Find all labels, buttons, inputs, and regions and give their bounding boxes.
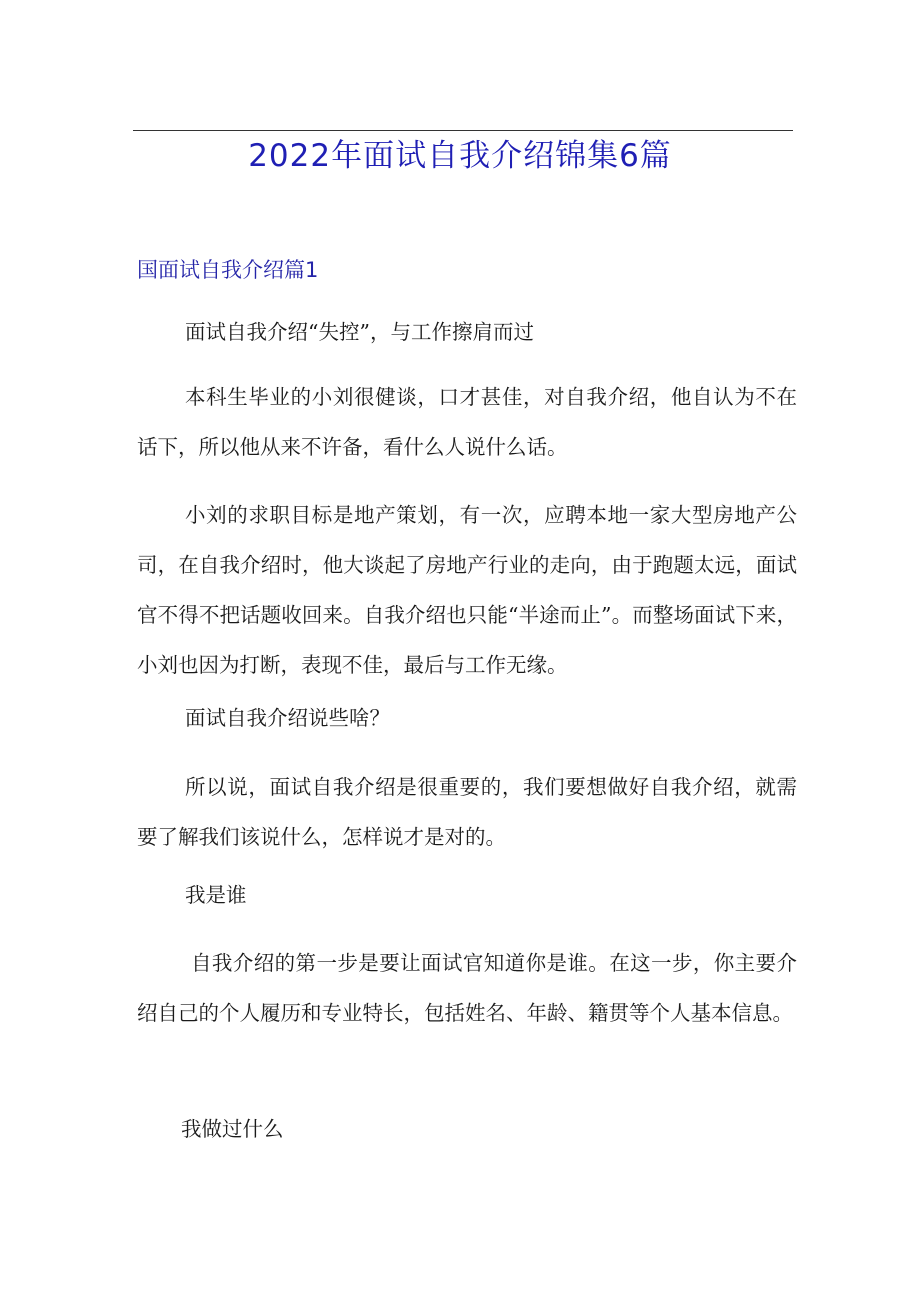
paragraph-subtitle: 面试自我介绍“失控”，与工作擦肩而过 (185, 320, 534, 344)
paragraph: 所以说，面试自我介绍是很重要的，我们要想做好自我介绍，就需要了解我们该说什么，怎样说才是对的。 (137, 775, 797, 849)
paragraph: 本科生毕业的小刘很健谈，口才甚佳，对自我介绍，他自认为不在话下，所以他从来不许备，看什么人说什么话。 (137, 385, 797, 459)
document-title: 2022年面试自我介绍锦集6篇 (248, 138, 672, 174)
section-heading: 国面试自我介绍篇1 (137, 258, 319, 282)
paragraph: 小刘的求职目标是地产策划，有一次，应聘本地一家大型房地产公司，在自我介绍时，他大谈起了房地产行业的走向，由于跑题太远，面试官不得不把话题收回来。自我介绍也只能“半途而止”。而整场面试下来，小刘也因为打断，表现不佳，最后与工作无缘。 (137, 503, 797, 677)
header-rule (133, 130, 793, 131)
subheading-what-i-did: 我做过什么 (181, 1117, 284, 1141)
paragraph: 自我介绍的第一步是要让面试官知道你是谁。在这一步，你主要介绍自己的个人履历和专业特长，包括姓名、年龄、籍贯等个人基本信息。 (137, 951, 797, 1025)
subheading-who-am-i: 我是谁 (185, 883, 247, 907)
paragraph-question: 面试自我介绍说些啥？ (185, 706, 390, 730)
